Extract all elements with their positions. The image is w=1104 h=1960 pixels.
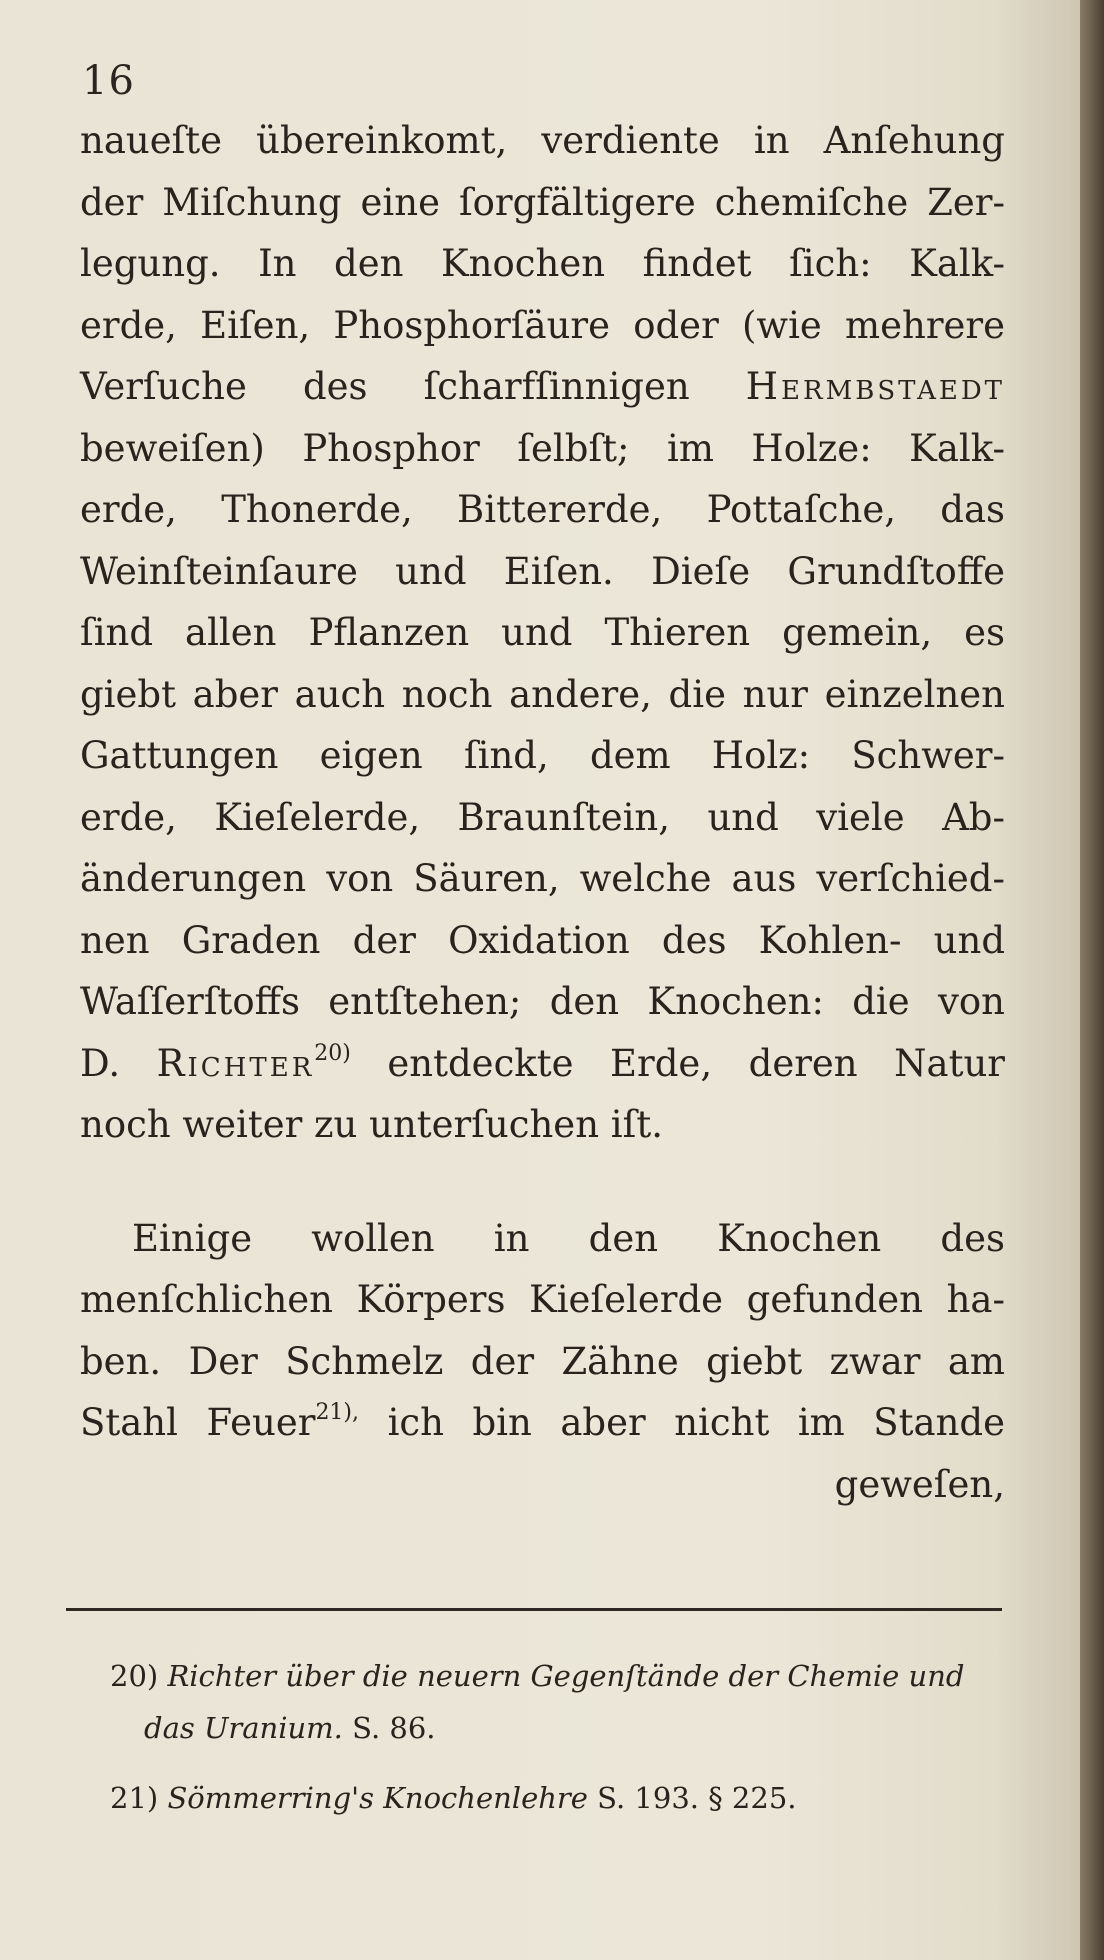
text-line: Weinſteinſaure und Eiſen. Dieſe Grundſtoffe [80, 549, 1005, 593]
text-line: nen Graden der Oxidation des Kohlen- und [80, 918, 1005, 962]
footnote-page-ref: S. 86. [352, 1711, 436, 1745]
text-line: noch weiter zu unterſuchen iſt. [80, 1103, 663, 1146]
text-line [80, 1033, 1005, 1095]
footnote-citation: das Uranium. [144, 1711, 343, 1745]
text-line: giebt aber auch noch andere, die nur einzelnen [80, 672, 1005, 716]
footnote-gap [110, 1754, 1010, 1772]
text-fragment: Stahl Feuer [80, 1401, 316, 1444]
text-line: Einige wollen in den Knochen des [132, 1216, 1005, 1260]
text-line: Gattungen eigen ſind, dem Holz: Schwer- [80, 734, 1005, 777]
footnote-page-ref: S. 193. § 225. [597, 1781, 797, 1815]
text-line: erde, Kieſelerde, Braunſtein, und viele Ab- [80, 795, 1005, 839]
footnote-ref-20: 20) [314, 1040, 351, 1066]
footnote-number: 20) [110, 1659, 159, 1693]
text-line: erde, Thonerde, Bittererde, Pottaſche, das [80, 488, 1005, 531]
text-line: Waſſerſtoffs entſtehen; den Knochen: die von [80, 980, 1005, 1023]
book-edge [1080, 0, 1104, 1960]
text-line: menſchlichen Körpers Kieſelerde gefunden ha- [80, 1278, 1005, 1321]
author-name-hermbstaedt: Hermbstaedt [745, 365, 1006, 408]
text-line: änderungen von Säuren, welche aus verſchied- [80, 857, 1005, 900]
footnote-21 [110, 1772, 1010, 1824]
text-line: der Miſchung eine ſorgfältigere chemiſche Zer- [80, 180, 1005, 224]
footnote-20-continuation [110, 1702, 1010, 1754]
footnote-rule [66, 1608, 1002, 1611]
footnote-number: 21) [110, 1781, 159, 1815]
text-line: erde, Eiſen, Phosphorſäure oder (wie mehrere [80, 303, 1005, 347]
footnote-citation: Richter über die neuern Gegenſtände der Chemie und [167, 1659, 965, 1693]
author-name-richter: Richter [156, 1041, 315, 1085]
text-fragment: D. [80, 1041, 121, 1085]
text-fragment: entdeckte Erde, deren Natur [387, 1041, 1005, 1085]
text-fragment: ich bin aber nicht im Stande [387, 1401, 1005, 1444]
text-line: beweiſen) Phosphor ſelbſt; im Holze: Kalk- [80, 426, 1005, 470]
text-line: naueſte übereinkomt, verdiente in Anſehung [80, 119, 1005, 162]
page-number: 16 [82, 58, 135, 104]
paragraph-gap [80, 1156, 1005, 1208]
catchword: geweſen, [834, 1462, 1005, 1506]
text-line: legung. In den Knochen findet ſich: Kalk- [80, 242, 1005, 285]
footnote-citation: Sömmerring's Knochenlehre [167, 1781, 588, 1815]
footnotes [110, 1650, 1010, 1824]
text-line [80, 356, 1005, 418]
footnote-ref-21: 21), [315, 1400, 360, 1425]
text-line: ſind allen Pflanzen und Thieren gemein, es [80, 611, 1005, 654]
text-fragment: Verſuche des ſcharfſinnigen [80, 365, 690, 408]
body-text [80, 110, 1005, 1515]
text-line: ben. Der Schmelz der Zähne giebt zwar am [80, 1339, 1005, 1383]
text-line [80, 1392, 1005, 1454]
footnote-20 [110, 1650, 1010, 1702]
